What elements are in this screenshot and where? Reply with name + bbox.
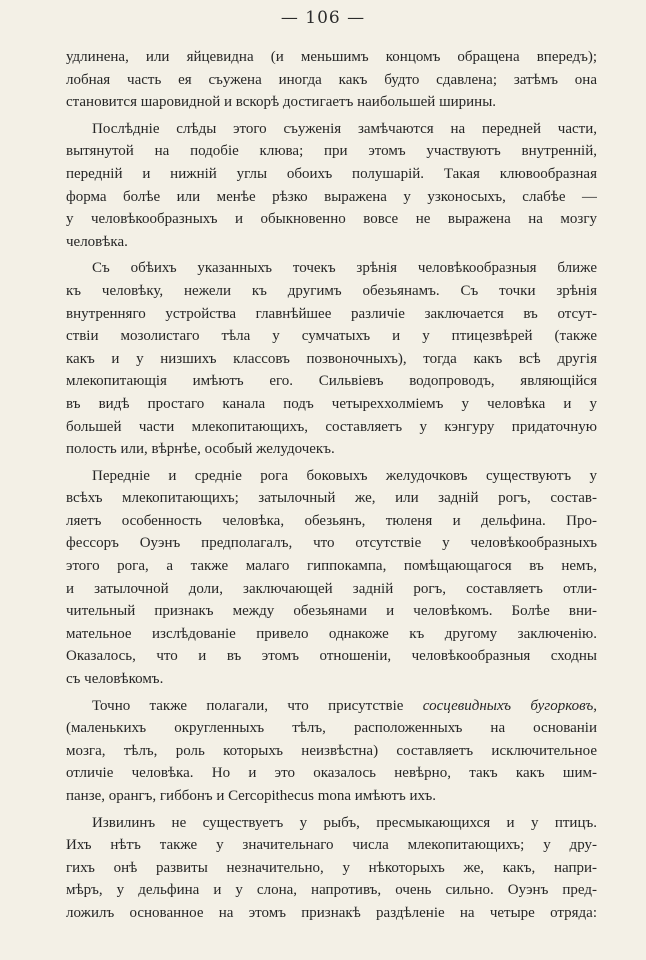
text-line: полость или, вѣрнѣе, особый желудочекъ. xyxy=(66,441,335,458)
text-line: мательное изслѣдованіе привело однакоже къ другому заключенію. xyxy=(66,625,597,642)
paragraph xyxy=(66,257,597,460)
paragraph xyxy=(66,465,597,691)
emphasized-term: сосцевидныхъ бугорковъ xyxy=(422,697,594,714)
text-line: (маленькихъ округленныхъ тѣлъ, расположенныхъ на основаніи xyxy=(66,720,597,737)
text-line: отличіе человѣка. Но и это оказалось невѣрно, такъ какъ шим- xyxy=(66,765,597,782)
text-line: форма болѣе или менѣе рѣзко выражена у узконосыхъ, слабѣе — xyxy=(66,188,597,205)
text-line: Оказалось, что и въ этомъ отношеніи, человѣкообразныя сходны xyxy=(66,648,597,665)
paragraph xyxy=(66,118,597,254)
text-line: человѣка. xyxy=(66,233,128,250)
text-line: у человѣкообразныхъ и обыкновенно вовсе не выражена на мозгу xyxy=(66,211,597,228)
text-line: какъ и у низшихъ классовъ позвоночныхъ), тогда какъ всѣ другія xyxy=(66,350,597,367)
paragraph xyxy=(66,46,597,114)
text-line: Извилинъ не существуетъ у рыбъ, пресмыкающихся и у птицъ. xyxy=(92,814,597,831)
text-line: мозга, тѣлъ, роль которыхъ неизвѣстна) составляетъ исключительное xyxy=(66,742,597,759)
text-line: ствіи мозолистаго тѣла у сумчатыхъ и у птицезвѣрей (также xyxy=(66,328,597,345)
text-line: Ихъ нѣтъ также у значительнаго числа млекопитающихъ; у дру- xyxy=(66,837,597,854)
text-line: лобная часть ея съужена иногда какъ будто сдавлена; затѣмъ она xyxy=(66,71,597,88)
text-line: передній и нижній углы обоихъ полушарій. Такая клювообразная xyxy=(66,165,597,182)
text-line: всѣхъ млекопитающихъ; затылочный же, или задній рогъ, состав- xyxy=(66,490,597,507)
text-line: вытянутой на подобіе клюва; при этомъ участвуютъ внутренній, xyxy=(66,143,597,160)
text-line: чительный признакъ между обезьянами и человѣкомъ. Болѣе вни- xyxy=(66,603,597,620)
text-line: Съ обѣихъ указанныхъ точекъ зрѣнія человѣкообразныя ближе xyxy=(92,260,597,277)
text-line: Точно также полагали, что присутствіе сосцевидныхъ бугорковъ, xyxy=(92,697,597,714)
text-line: Послѣдніе слѣды этого съуженія замѣчаются на передней части, xyxy=(92,120,597,137)
text-line: фессоръ Оуэнъ предполагалъ, что отсутствіе у человѣкообразныхъ xyxy=(66,535,597,552)
text-line: въ видѣ простаго канала подъ четыреххолміемъ у человѣка и у xyxy=(66,395,597,412)
text-line: удлинена, или яйцевидна (и меньшимъ концомъ обращена впередъ); xyxy=(66,49,597,65)
text-line: ложилъ основанное на этомъ признакѣ раздѣленіе на четыре отряда: xyxy=(66,904,597,921)
text-line: этого рога, а также малаго гиппокампа, помѣщающагося въ немъ, xyxy=(66,558,597,575)
text-line: ляетъ особенность человѣка, обезьянъ, тюленя и дельфина. Про- xyxy=(66,512,597,529)
paragraph xyxy=(66,812,597,925)
text-line: панзе, орангъ, гиббонъ и Cercopithecus mona имѣютъ ихъ. xyxy=(66,788,436,804)
text-line: съ человѣкомъ. xyxy=(66,671,164,688)
text-line: къ человѣку, нежели къ другимъ обезьянамъ. Съ точки зрѣнія xyxy=(66,282,597,299)
body-text xyxy=(66,46,597,925)
text-line: и затылочной доли, заключающей задній рогъ, составляетъ отли- xyxy=(66,580,597,597)
text-line: становится шаровидной и вскорѣ достигаетъ наибольшей ширины. xyxy=(66,94,497,111)
paragraph xyxy=(66,695,597,808)
text-line: Передніе и средніе рога боковыхъ желудочковъ существуютъ у xyxy=(92,467,597,484)
text-line: большей части млекопитающихъ, составляетъ у кэнгуру придаточную xyxy=(66,418,597,435)
text-line: мѣръ, у дельфина и у слона, напротивъ, очень сильно. Оуэнъ пред- xyxy=(66,882,597,899)
text-line: внутренняго устройства главнѣйшее различіе заключается въ отсут- xyxy=(66,305,597,322)
page-number: — 106 — xyxy=(280,8,366,28)
text-line: гихъ онѣ развиты незначительно, у нѣкоторыхъ же, какъ, напри- xyxy=(66,859,597,876)
text-line: млекопитающія имѣютъ его. Сильвіевъ водопроводъ, являющійся xyxy=(66,373,597,390)
